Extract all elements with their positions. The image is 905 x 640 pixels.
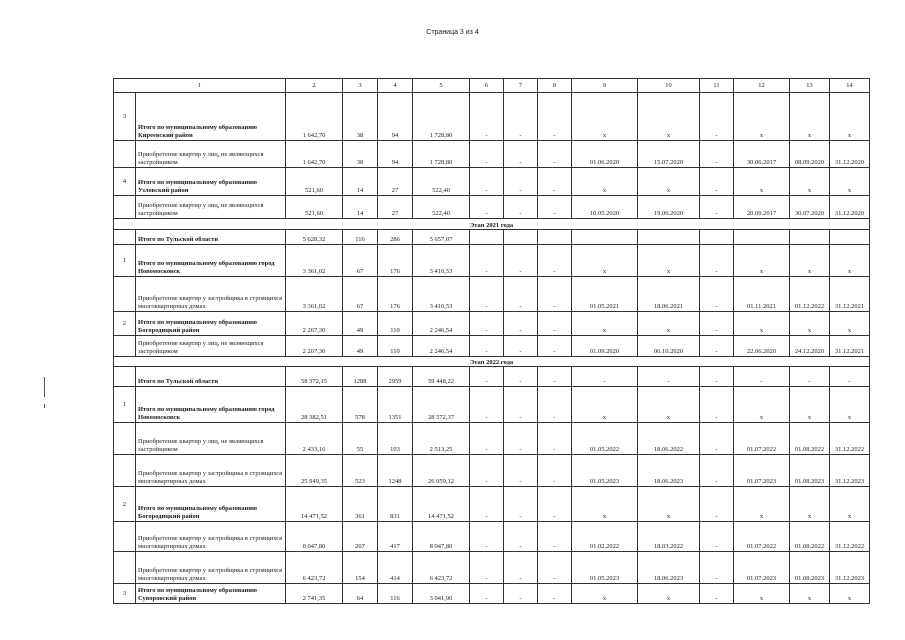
cell-col-5: 5 657,07 (413, 230, 470, 245)
row-number (114, 423, 136, 455)
column-header: 3 (343, 79, 378, 93)
cell-col-6: - (470, 141, 504, 168)
cell-col-2: 2 267,30 (286, 336, 343, 357)
cell-col-2: 6 423,72 (286, 552, 343, 584)
cell-col-6: - (470, 487, 504, 522)
cell-col-3: 523 (343, 455, 378, 487)
cell-col-11: - (700, 168, 734, 196)
table-row (114, 141, 870, 168)
cell-col-3: 38 (343, 141, 378, 168)
cell-col-7: - (504, 423, 538, 455)
table-row (114, 230, 870, 245)
cell-col-2: 2 741,35 (286, 584, 343, 604)
cell-col-13: 01.08.2023 (790, 552, 830, 584)
cell-col-11: - (700, 141, 734, 168)
cell-col-10: 18.06.2023 (638, 552, 700, 584)
cell-col-4: 94 (378, 93, 413, 141)
row-name: Итого по муниципальному образованию Богородицкий район (136, 312, 286, 336)
cell-col-3: 116 (343, 230, 378, 245)
cell-col-11: - (700, 245, 734, 277)
cell-col-5: 6 423,72 (413, 552, 470, 584)
cell-col-2: 25 949,35 (286, 455, 343, 487)
row-number: 3 (114, 584, 136, 604)
cell-col-6: - (470, 522, 504, 552)
cell-col-14: х (830, 245, 870, 277)
cell-col-2: 3 361,02 (286, 245, 343, 277)
cell-col-5: 28 572,37 (413, 387, 470, 423)
table-row (114, 168, 870, 196)
cell-col-4: 417 (378, 522, 413, 552)
cell-col-10: 19.06.2020 (638, 196, 700, 219)
cell-col-3: 64 (343, 584, 378, 604)
cell-col-8: - (538, 387, 572, 423)
cell-col-14: 31.12.2021 (830, 277, 870, 312)
cell-col-7: - (504, 168, 538, 196)
cell-col-4: 176 (378, 277, 413, 312)
row-name: Приобретение квартир у лиц, не являющихся застройщиком (136, 196, 286, 219)
cell-col-9: х (572, 387, 638, 423)
cell-col-8: - (538, 196, 572, 219)
cell-col-8: - (538, 584, 572, 604)
cell-col-11: - (700, 552, 734, 584)
cell-col-2: 1 642,70 (286, 93, 343, 141)
table-row (114, 487, 870, 522)
table-row (114, 387, 870, 423)
cell-col-14: 31.12.2020 (830, 196, 870, 219)
cell-col-9: 01.05.2022 (572, 423, 638, 455)
table-row (114, 245, 870, 277)
cell-col-11: - (700, 387, 734, 423)
cell-col-6: - (470, 584, 504, 604)
cell-col-12 (734, 230, 790, 245)
cell-col-8: - (538, 312, 572, 336)
row-number (114, 522, 136, 552)
cell-col-7: - (504, 141, 538, 168)
cell-col-9: 01.06.2020 (572, 141, 638, 168)
cell-col-12: х (734, 387, 790, 423)
cell-col-14: х (830, 168, 870, 196)
cell-col-9: 01.05.2021 (572, 277, 638, 312)
cell-col-14: 31.12.2021 (830, 336, 870, 357)
cell-col-12: х (734, 487, 790, 522)
cell-col-10: х (638, 312, 700, 336)
row-name: Приобретение квартир у застройщика в строящихся многоквартирных домах (136, 277, 286, 312)
cell-col-11: - (700, 522, 734, 552)
cell-col-13: 01.12.2022 (790, 277, 830, 312)
row-name: Итого по муниципальному образованию Суворовский район (136, 584, 286, 604)
cell-col-12: - (734, 367, 790, 387)
row-name: Итого по муниципальному образованию Киреевский район (136, 93, 286, 141)
cell-col-2: 2 433,16 (286, 423, 343, 455)
row-name: Итого по Тульской области (136, 367, 286, 387)
row-number: 1 (114, 387, 136, 423)
cell-col-11 (700, 230, 734, 245)
cell-col-11: - (700, 455, 734, 487)
cell-col-11: - (700, 487, 734, 522)
scan-mark (44, 404, 45, 408)
cell-col-7: - (504, 487, 538, 522)
cell-col-9: - (572, 367, 638, 387)
row-name: Приобретение квартир у застройщика в строящихся многоквартирных домах (136, 522, 286, 552)
cell-col-3: 49 (343, 312, 378, 336)
column-header: 14 (830, 79, 870, 93)
row-number: 3 (114, 93, 136, 141)
cell-col-10: х (638, 387, 700, 423)
cell-col-2: 28 382,51 (286, 387, 343, 423)
cell-col-13: 01.08.2022 (790, 522, 830, 552)
cell-col-6: - (470, 552, 504, 584)
cell-col-9: 01.05.2023 (572, 552, 638, 584)
cell-col-4: 110 (378, 312, 413, 336)
cell-col-13: 01.08.2022 (790, 423, 830, 455)
cell-col-6: - (470, 312, 504, 336)
cell-col-11: - (700, 423, 734, 455)
cell-col-10: х (638, 168, 700, 196)
cell-col-9: 01.02.2022 (572, 522, 638, 552)
cell-col-8: - (538, 277, 572, 312)
table-row (114, 552, 870, 584)
table-row (114, 196, 870, 219)
cell-col-13: - (790, 367, 830, 387)
cell-col-8: - (538, 245, 572, 277)
cell-col-9: 01.09.2020 (572, 336, 638, 357)
row-number: 1 (114, 245, 136, 277)
row-name: Приобретение квартир у лиц, не являющихся застройщиком (136, 141, 286, 168)
cell-col-9: х (572, 168, 638, 196)
cell-col-3: 14 (343, 168, 378, 196)
cell-col-8: - (538, 141, 572, 168)
cell-col-13: х (790, 312, 830, 336)
cell-col-8: - (538, 552, 572, 584)
row-name: Итого по Тульской области (136, 230, 286, 245)
cell-col-7: - (504, 312, 538, 336)
cell-col-10: - (638, 367, 700, 387)
cell-col-2: 2 267,30 (286, 312, 343, 336)
cell-col-14: х (830, 584, 870, 604)
cell-col-5: 1 728,80 (413, 93, 470, 141)
cell-col-11: - (700, 196, 734, 219)
cell-col-10: х (638, 245, 700, 277)
cell-col-11: - (700, 584, 734, 604)
cell-col-5: 3 410,53 (413, 277, 470, 312)
cell-col-10: 18.06.2021 (638, 277, 700, 312)
cell-col-8: - (538, 522, 572, 552)
cell-col-6: - (470, 196, 504, 219)
cell-col-6: - (470, 367, 504, 387)
cell-col-4: 414 (378, 552, 413, 584)
stage-row (114, 219, 870, 230)
cell-col-14: х (830, 312, 870, 336)
cell-col-12: 30.06.2017 (734, 141, 790, 168)
cell-col-13: 08.09.2020 (790, 141, 830, 168)
cell-col-4: 94 (378, 141, 413, 168)
cell-col-4: 831 (378, 487, 413, 522)
cell-col-9 (572, 230, 638, 245)
cell-col-7: - (504, 387, 538, 423)
cell-col-6: - (470, 455, 504, 487)
stage-label: Этап 2021 года (114, 219, 870, 230)
cell-col-5: 8 047,80 (413, 522, 470, 552)
cell-col-11: - (700, 312, 734, 336)
cell-col-13: х (790, 93, 830, 141)
cell-col-8 (538, 230, 572, 245)
cell-col-12: х (734, 245, 790, 277)
cell-col-13: х (790, 584, 830, 604)
row-name: Итого по муниципальному образованию город Новомосковск (136, 387, 286, 423)
cell-col-12: х (734, 93, 790, 141)
cell-col-7: - (504, 522, 538, 552)
cell-col-12: 20.09.2017 (734, 196, 790, 219)
column-header: 9 (572, 79, 638, 93)
column-header-row (114, 79, 870, 93)
cell-col-6: - (470, 387, 504, 423)
cell-col-14: х (830, 93, 870, 141)
stage-row (114, 357, 870, 367)
cell-col-3: 67 (343, 245, 378, 277)
cell-col-13: х (790, 245, 830, 277)
cell-col-7: - (504, 336, 538, 357)
cell-col-14: х (830, 487, 870, 522)
cell-col-6: - (470, 245, 504, 277)
row-number (114, 455, 136, 487)
cell-col-6: - (470, 277, 504, 312)
cell-col-10: х (638, 584, 700, 604)
cell-col-13 (790, 230, 830, 245)
column-header: 6 (470, 79, 504, 93)
cell-col-12: 01.07.2022 (734, 423, 790, 455)
cell-col-10 (638, 230, 700, 245)
cell-col-14: - (830, 367, 870, 387)
cell-col-9: х (572, 93, 638, 141)
cell-col-4: 1351 (378, 387, 413, 423)
row-number (114, 196, 136, 219)
table-row (114, 93, 870, 141)
cell-col-2: 58 372,15 (286, 367, 343, 387)
row-name: Итого по муниципальному образованию Узловский район (136, 168, 286, 196)
cell-col-7: - (504, 277, 538, 312)
row-name: Итого по муниципальному образованию Богородицкий район (136, 487, 286, 522)
cell-col-12: 01.07.2023 (734, 455, 790, 487)
cell-col-14 (830, 230, 870, 245)
column-header: 10 (638, 79, 700, 93)
cell-col-12: х (734, 584, 790, 604)
cell-col-7 (504, 230, 538, 245)
cell-col-5: 1 728,80 (413, 141, 470, 168)
cell-col-7: - (504, 552, 538, 584)
column-header: 2 (286, 79, 343, 93)
table-row (114, 584, 870, 604)
table-row (114, 367, 870, 387)
column-header: 12 (734, 79, 790, 93)
row-name: Приобретение квартир у лиц, не являющихся застройщиком (136, 336, 286, 357)
cell-col-2: 5 628,32 (286, 230, 343, 245)
table-row (114, 522, 870, 552)
cell-col-13: х (790, 387, 830, 423)
cell-col-14: 31.12.2022 (830, 522, 870, 552)
program-table (113, 78, 870, 604)
cell-col-3: 38 (343, 93, 378, 141)
cell-col-12: х (734, 168, 790, 196)
cell-col-6: - (470, 336, 504, 357)
table-body (114, 93, 870, 604)
cell-col-7: - (504, 196, 538, 219)
page-header: Страница 3 из 4 (426, 29, 479, 36)
table-row (114, 336, 870, 357)
cell-col-8: - (538, 336, 572, 357)
cell-col-4: 176 (378, 245, 413, 277)
cell-col-14: 31.12.2022 (830, 423, 870, 455)
cell-col-8: - (538, 168, 572, 196)
cell-col-9: х (572, 312, 638, 336)
cell-col-5: 2 246,54 (413, 312, 470, 336)
cell-col-6: - (470, 168, 504, 196)
row-name: Приобретение квартир у застройщика в строящихся многоквартирных домах (136, 552, 286, 584)
table-row (114, 423, 870, 455)
row-number: 2 (114, 312, 136, 336)
row-number (114, 367, 136, 387)
row-number: 4 (114, 168, 136, 196)
cell-col-7: - (504, 584, 538, 604)
cell-col-4: 27 (378, 168, 413, 196)
cell-col-10: 18.06.2022 (638, 423, 700, 455)
cell-col-9: х (572, 245, 638, 277)
table-row (114, 455, 870, 487)
cell-col-3: 578 (343, 387, 378, 423)
row-name: Приобретение квартир у лиц, не являющихся застройщиком (136, 423, 286, 455)
cell-col-5: 14 471,52 (413, 487, 470, 522)
cell-col-2: 14 471,52 (286, 487, 343, 522)
cell-col-7: - (504, 245, 538, 277)
cell-col-13: 24.12.2020 (790, 336, 830, 357)
table-row (114, 312, 870, 336)
cell-col-7: - (504, 367, 538, 387)
cell-col-12: 01.07.2022 (734, 522, 790, 552)
cell-col-5: 2 246,54 (413, 336, 470, 357)
cell-col-5: 3 410,53 (413, 245, 470, 277)
cell-col-4: 1248 (378, 455, 413, 487)
cell-col-4: 116 (378, 584, 413, 604)
cell-col-7: - (504, 455, 538, 487)
row-number (114, 277, 136, 312)
cell-col-4: 103 (378, 423, 413, 455)
column-header: 5 (413, 79, 470, 93)
cell-col-8: - (538, 487, 572, 522)
cell-col-5: 522,40 (413, 196, 470, 219)
cell-col-6 (470, 230, 504, 245)
cell-col-9: 01.05.2023 (572, 455, 638, 487)
cell-col-12: 01.07.2023 (734, 552, 790, 584)
cell-col-2: 521,60 (286, 196, 343, 219)
column-header: 8 (538, 79, 572, 93)
cell-col-6: - (470, 423, 504, 455)
cell-col-8: - (538, 423, 572, 455)
row-name: Приобретение квартир у застройщика в строящихся многоквартирных домах (136, 455, 286, 487)
cell-col-13: х (790, 487, 830, 522)
cell-col-14: 31.12.2020 (830, 141, 870, 168)
cell-col-11: - (700, 367, 734, 387)
cell-col-3: 154 (343, 552, 378, 584)
cell-col-5: 522,40 (413, 168, 470, 196)
cell-col-5: 59 448,22 (413, 367, 470, 387)
cell-col-6: - (470, 93, 504, 141)
row-number (114, 141, 136, 168)
cell-col-13: х (790, 168, 830, 196)
cell-col-5: 2 513,25 (413, 423, 470, 455)
row-number (114, 230, 136, 245)
cell-col-10: 15.07.2020 (638, 141, 700, 168)
cell-col-13: 01.08.2023 (790, 455, 830, 487)
cell-col-2: 1 642,70 (286, 141, 343, 168)
cell-col-10: х (638, 93, 700, 141)
column-header: 7 (504, 79, 538, 93)
cell-col-5: 26 059,12 (413, 455, 470, 487)
cell-col-4: 286 (378, 230, 413, 245)
cell-col-3: 55 (343, 423, 378, 455)
cell-col-3: 207 (343, 522, 378, 552)
column-header: 13 (790, 79, 830, 93)
column-header: 11 (700, 79, 734, 93)
cell-col-3: 14 (343, 196, 378, 219)
cell-col-3: 1288 (343, 367, 378, 387)
row-number (114, 336, 136, 357)
cell-col-2: 521,60 (286, 168, 343, 196)
stage-label: Этап 2022 года (114, 357, 870, 367)
cell-col-11: - (700, 336, 734, 357)
cell-col-8: - (538, 455, 572, 487)
cell-col-10: 18.06.2023 (638, 455, 700, 487)
column-header: 1 (114, 79, 286, 93)
cell-col-10: х (638, 487, 700, 522)
cell-col-7: - (504, 93, 538, 141)
column-header: 4 (378, 79, 413, 93)
cell-col-4: 110 (378, 336, 413, 357)
row-number (114, 552, 136, 584)
cell-col-4: 2959 (378, 367, 413, 387)
row-number: 2 (114, 487, 136, 522)
cell-col-8: - (538, 367, 572, 387)
cell-col-3: 67 (343, 277, 378, 312)
cell-col-12: х (734, 312, 790, 336)
cell-col-12: 01.11.2021 (734, 277, 790, 312)
cell-col-9: 10.05.2020 (572, 196, 638, 219)
cell-col-9: х (572, 487, 638, 522)
cell-col-14: 31.12.2023 (830, 455, 870, 487)
cell-col-5: 3 041,90 (413, 584, 470, 604)
scan-mark (44, 377, 45, 397)
table-row (114, 277, 870, 312)
cell-col-14: 31.12.2023 (830, 552, 870, 584)
cell-col-11: - (700, 277, 734, 312)
cell-col-8: - (538, 93, 572, 141)
cell-col-4: 27 (378, 196, 413, 219)
row-name: Итого по муниципальному образованию город Новомосковск (136, 245, 286, 277)
cell-col-10: 06.10.2020 (638, 336, 700, 357)
cell-col-10: 18.03.2022 (638, 522, 700, 552)
cell-col-2: 8 047,80 (286, 522, 343, 552)
cell-col-9: х (572, 584, 638, 604)
cell-col-12: 22.06.2020 (734, 336, 790, 357)
cell-col-3: 361 (343, 487, 378, 522)
cell-col-11: - (700, 93, 734, 141)
cell-col-3: 49 (343, 336, 378, 357)
cell-col-14: х (830, 387, 870, 423)
cell-col-13: 30.07.2020 (790, 196, 830, 219)
cell-col-2: 3 361,02 (286, 277, 343, 312)
